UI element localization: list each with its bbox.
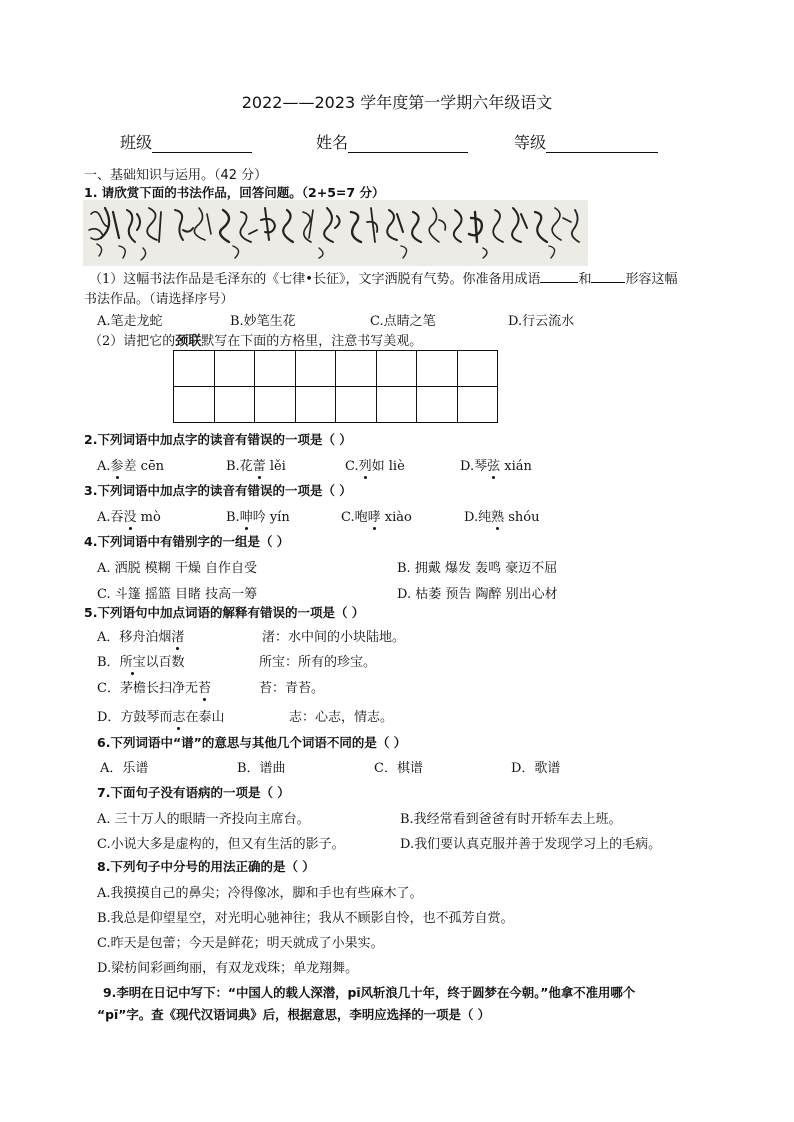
q2-option-b[interactable] xyxy=(226,455,286,474)
q8-option-b[interactable]: B.我总是仰望星空，对光明心驰神往；我从不顾影自怜，也不孤芳自赏。 xyxy=(97,911,514,926)
q5-d-explanation: 志：心志，情志。 xyxy=(289,710,394,725)
q1-option-a[interactable]: A.笔走龙蛇 xyxy=(97,314,163,329)
q3-a-pre: A.吞 xyxy=(97,510,124,525)
q2-c-pre: C. xyxy=(345,459,359,474)
q1-option-d[interactable]: D.行云流水 xyxy=(508,314,575,329)
q8-option-c[interactable]: C.昨天是包蕾；今天是鲜花；明天就成了小果实。 xyxy=(97,936,384,951)
q3-d-post: shóu xyxy=(504,510,540,525)
question-2-stem: 2.下列词语中加点字的读音有错误的一项是（ ） xyxy=(84,432,352,447)
q2-a-dot: 参 xyxy=(110,459,124,474)
q3-a-dot: 没 xyxy=(123,510,137,525)
q5-d-dot: 志 xyxy=(172,710,186,725)
grade-label: 等级 xyxy=(514,133,547,152)
q1-option-c[interactable]: C.点睛之笔 xyxy=(370,314,436,329)
grid-cell[interactable] xyxy=(174,351,215,387)
answer-blank-2[interactable] xyxy=(591,270,625,283)
grid-cell[interactable] xyxy=(417,387,458,423)
q1-part2-bold: 颈联 xyxy=(175,334,202,349)
q5-c-dot: 苔 xyxy=(197,681,211,696)
q3-b-dot: 呻 xyxy=(239,510,253,525)
grid-row xyxy=(174,387,498,423)
q5-option-b[interactable] xyxy=(97,651,185,670)
q8-option-d[interactable]: D.梁枋间彩画绚丽，有双龙戏珠；单龙翔舞。 xyxy=(97,961,359,976)
q3-c-post: xiào xyxy=(380,510,412,525)
grid-cell[interactable] xyxy=(295,351,336,387)
q3-option-c[interactable] xyxy=(341,506,412,525)
grid-cell[interactable] xyxy=(336,351,377,387)
q1-part2-text-b: 默写在下面的方格里，注意书写美观。 xyxy=(201,334,423,349)
q5-a-label: A．移舟泊烟 xyxy=(97,630,172,645)
q4-option-c[interactable]: C. 斗篷 摇篮 目睹 技高一筹 xyxy=(97,587,258,602)
name-blank[interactable] xyxy=(348,136,468,153)
grid-row xyxy=(174,351,498,387)
question-1-stem: 1. 请欣赏下面的书法作品，回答问题。（2+5=7 分） xyxy=(84,185,385,200)
q2-d-pre: D.琴 xyxy=(460,459,488,474)
q3-d-pre: D.纯 xyxy=(464,510,492,525)
q5-d-label: D．方鼓琴而 xyxy=(97,710,173,725)
question-9-line-1: 9.李明在日记中写下：“中国人的载人深潜，pī风斩浪几十年，终于圆梦在今朝。”他拿不准用哪个 xyxy=(103,985,636,1000)
q3-option-d[interactable] xyxy=(464,506,540,525)
q2-d-post: xián xyxy=(500,459,532,474)
q7-option-b[interactable]: B.我经常看到爸爸有时开轿车去上班。 xyxy=(400,812,622,827)
q5-d-post: 在泰山 xyxy=(185,710,225,725)
q2-option-c[interactable] xyxy=(345,455,405,474)
grid-cell[interactable] xyxy=(214,387,255,423)
q5-c-explanation: 苔：青苔。 xyxy=(259,681,325,696)
q2-a-pre: A. xyxy=(97,459,111,474)
q5-b-explanation: 所宝：所有的珍宝。 xyxy=(259,655,377,670)
writing-grid xyxy=(173,350,498,423)
q5-b-dot: 所宝 xyxy=(119,655,146,670)
q2-b-post: lěi xyxy=(265,459,286,474)
q2-b-dot: 蕾 xyxy=(252,459,266,474)
grade-field[interactable] xyxy=(514,130,658,153)
question-1-part-1 xyxy=(89,268,677,287)
q2-a-post: 差 cēn xyxy=(123,459,165,474)
q5-a-explanation: 渚：水中间的小块陆地。 xyxy=(262,630,406,645)
q5-b-label: B． xyxy=(97,655,120,670)
question-9-line-2: “pī”字。查《现代汉语词典》后，根据意思，李明应选择的一项是（ ） xyxy=(97,1007,491,1022)
grid-cell[interactable] xyxy=(336,387,377,423)
question-6-stem: 6.下列词语中“谱”的意思与其他几个词语不同的是（ ） xyxy=(97,735,407,750)
grid-cell[interactable] xyxy=(457,387,498,423)
q5-option-a[interactable] xyxy=(97,626,184,645)
grid-cell[interactable] xyxy=(376,351,417,387)
q8-option-a[interactable]: A.我摸摸自己的鼻尖；冷得像冰，脚和手也有些麻木了。 xyxy=(97,886,423,901)
section-heading: 一、基础知识与运用。（42 分） xyxy=(84,168,268,183)
question-3-stem: 3.下列词语中加点字的读音有错误的一项是（ ） xyxy=(84,483,352,498)
q4-option-b[interactable]: B. 拥戴 爆发 轰鸣 豪迈不屈 xyxy=(397,561,558,576)
question-4-stem: 4.下列词语中有错别字的一组是（ ） xyxy=(84,534,290,549)
q6-option-a[interactable]: A．乐谱 xyxy=(100,761,149,776)
class-field[interactable] xyxy=(120,130,252,153)
q3-c-dot: 哮 xyxy=(367,510,381,525)
grid-cell[interactable] xyxy=(255,351,296,387)
class-label: 班级 xyxy=(120,133,153,152)
q5-option-d[interactable] xyxy=(97,706,224,725)
q2-c-post: 如 liè xyxy=(371,459,405,474)
q3-b-post: 吟 yín xyxy=(252,510,290,525)
question-1-part-1-cont: 书法作品。（请选择序号） xyxy=(84,292,234,307)
q3-option-b[interactable] xyxy=(226,506,290,525)
q3-c-pre: C.咆 xyxy=(341,510,368,525)
q4-option-d[interactable]: D. 枯萎 预告 陶醉 别出心材 xyxy=(397,587,558,602)
q5-option-c[interactable] xyxy=(97,677,211,696)
class-blank[interactable] xyxy=(152,136,252,153)
q1-part2-text-a: （2）请把它的 xyxy=(89,334,176,349)
grid-cell[interactable] xyxy=(214,351,255,387)
q7-option-d[interactable]: D.我们要认真克服并善于发现学习上的毛病。 xyxy=(400,837,662,852)
q7-option-a[interactable]: A. 三十万人的眼睛一齐投向主席台。 xyxy=(97,812,310,827)
q6-option-b[interactable]: B．谱曲 xyxy=(237,761,286,776)
q3-b-pre: B. xyxy=(226,510,240,525)
q1-part1-text-b: 形容这幅 xyxy=(625,272,678,287)
q2-c-dot: 列 xyxy=(358,459,372,474)
q3-d-dot: 熟 xyxy=(491,510,505,525)
q5-a-dot: 渚 xyxy=(171,630,185,645)
grid-cell[interactable] xyxy=(174,387,215,423)
grid-cell[interactable] xyxy=(457,351,498,387)
q1-part1-and: 和 xyxy=(578,272,592,287)
q1-option-b[interactable]: B.妙笔生花 xyxy=(230,314,296,329)
q3-option-a[interactable] xyxy=(97,506,161,525)
q7-option-c[interactable]: C.小说大多是虚构的，但又有生活的影子。 xyxy=(97,837,345,852)
page-title: 2022——2023 学年度第一学期六年级语文 xyxy=(241,93,553,112)
grid-cell[interactable] xyxy=(376,387,417,423)
question-5-stem: 5.下列语句中加点词语的解释有错误的一项是（ ） xyxy=(84,605,365,620)
grid-cell[interactable] xyxy=(417,351,458,387)
q2-d-dot: 弦 xyxy=(487,459,501,474)
calligraphy-image xyxy=(83,200,588,266)
question-7-stem: 7.下面句子没有语病的一项是（ ） xyxy=(97,785,290,800)
grade-blank[interactable] xyxy=(546,136,658,153)
answer-blank-1[interactable] xyxy=(540,270,578,283)
q2-option-d[interactable] xyxy=(460,455,532,474)
q5-c-label: C．茅檐长扫净无 xyxy=(97,681,198,696)
q6-option-c[interactable]: C．棋谱 xyxy=(374,761,423,776)
name-field[interactable] xyxy=(316,130,468,153)
q1-part1-text-a: （1）这幅书法作品是毛泽东的《七律•长征》，文字洒脱有气势。你准备用成语 xyxy=(89,272,541,287)
q4-option-a[interactable]: A. 洒脱 模糊 干燥 自作自受 xyxy=(97,561,258,576)
question-1-part-2 xyxy=(89,330,422,349)
question-8-stem: 8.下列句子中分号的用法正确的是（ ） xyxy=(97,859,315,874)
name-label: 姓名 xyxy=(316,133,349,152)
grid-cell[interactable] xyxy=(255,387,296,423)
q3-a-post: mò xyxy=(136,510,161,525)
calligraphy-strokes xyxy=(83,200,588,266)
q5-b-post: 以百数 xyxy=(145,655,185,670)
q6-option-d[interactable]: D．歌谱 xyxy=(511,761,561,776)
q2-b-pre: B.花 xyxy=(226,459,253,474)
q2-option-a[interactable] xyxy=(97,455,164,474)
grid-cell[interactable] xyxy=(295,387,336,423)
